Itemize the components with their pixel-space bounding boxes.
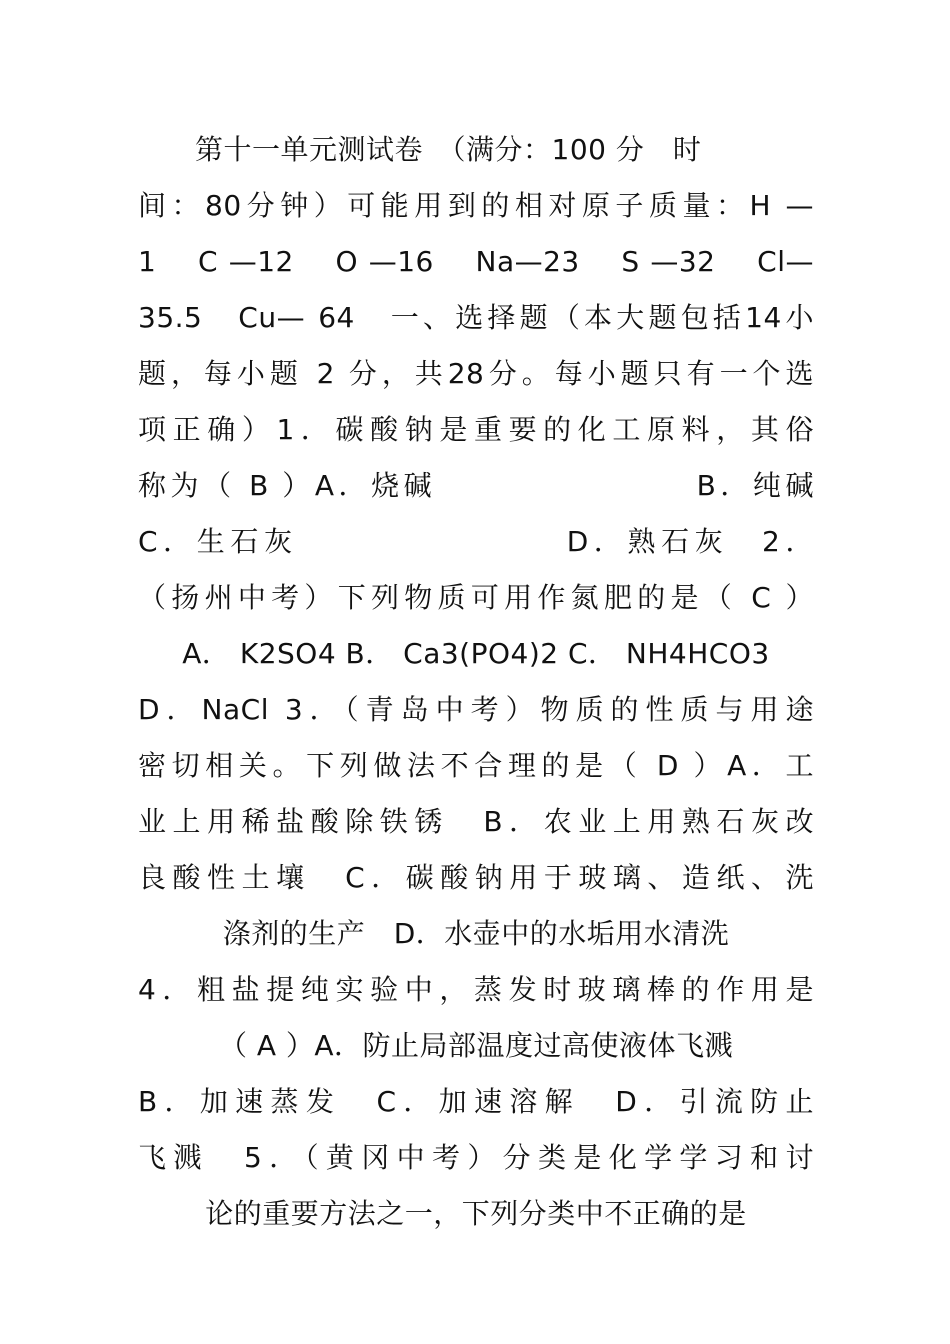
text-line-4: 35.5 Cu— 64 一、选择题（本大题包括14小 <box>138 301 814 334</box>
text-line-18: B．加速蒸发 C．加速溶解 D．引流防止 <box>138 1085 814 1118</box>
text-line-8: C．生石灰 D．熟石灰 2． <box>138 525 814 558</box>
text-line-10: A． K2SO4 B． Ca3(PO4)2 C． NH4HCO3 <box>182 637 770 670</box>
text-line-5: 题，每小题 2 分，共28分。每小题只有一个选 <box>138 357 814 390</box>
text-line-9: （扬州中考）下列物质可用作氮肥的是（ C ） <box>138 581 814 614</box>
document-body <box>138 122 814 1242</box>
text-line-20: 论的重要方法之一，下列分类中不正确的是 <box>205 1197 747 1230</box>
text-line-2: 间：80分钟）可能用到的相对原子质量：H — <box>138 189 814 222</box>
text-line-15: 涤剂的生产 D．水壶中的水垢用水清洗 <box>222 917 730 950</box>
text-line-1: 第十一单元测试卷 （满分：100 分 时 <box>138 133 702 166</box>
text-line-6: 项正确）1．碳酸钠是重要的化工原料，其俗 <box>138 413 814 446</box>
text-line-11: D．NaCl 3．（青岛中考）物质的性质与用途 <box>138 693 814 726</box>
text-line-13: 业上用稀盐酸除铁锈 B．农业上用熟石灰改 <box>138 805 814 838</box>
text-line-12: 密切相关。下列做法不合理的是（ D ）A．工 <box>138 749 814 782</box>
text-line-3: 1 C —12 O —16 Na—23 S —32 Cl— <box>138 245 814 278</box>
text-line-14: 良酸性土壤 C．碳酸钠用于玻璃、造纸、洗 <box>138 861 814 894</box>
text-line-16: 4．粗盐提纯实验中，蒸发时玻璃棒的作用是 <box>138 973 814 1006</box>
text-line-19: 飞溅 5．（黄冈中考）分类是化学学习和讨 <box>138 1141 814 1174</box>
text-line-7: 称为（ B ）A．烧碱 B．纯碱 <box>138 469 814 502</box>
text-line-17: （ A ）A．防止局部温度过高使液体飞溅 <box>218 1029 734 1062</box>
